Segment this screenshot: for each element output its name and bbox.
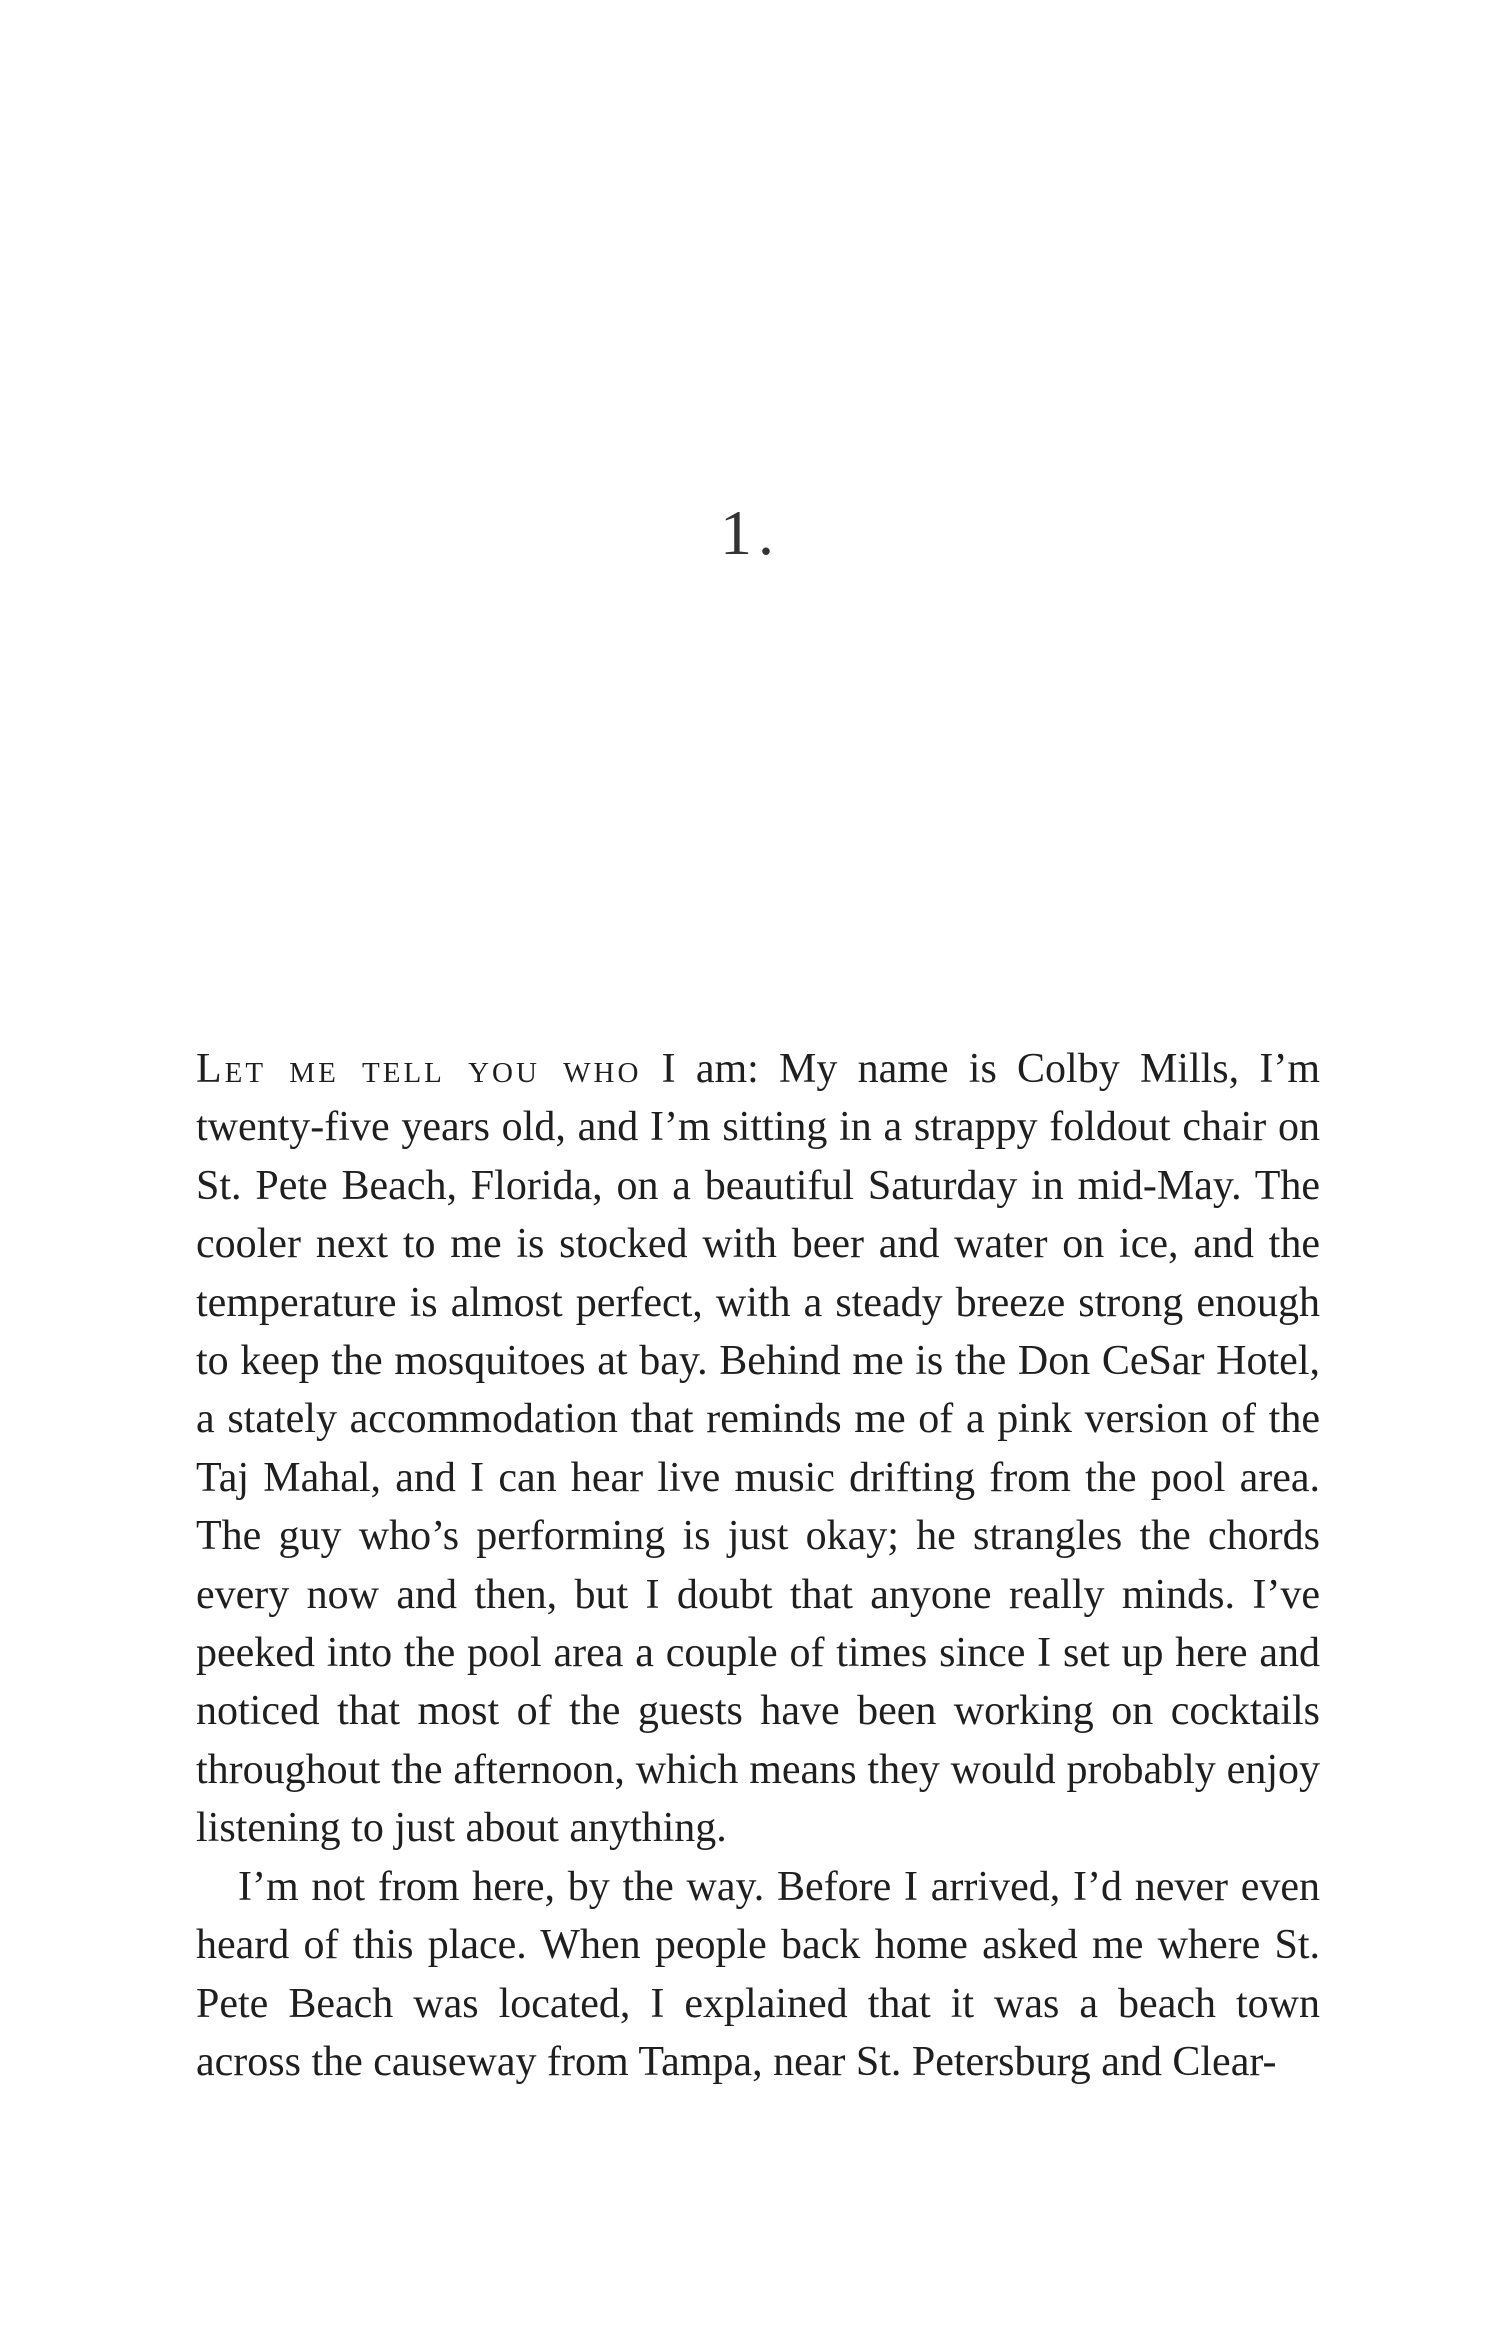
paragraph-text: I’m not from here, by the way. Before I arrived, I’d never even heard of this place. When people back home asked me where St. Pete Beach was located, I explained that it was a beach town across the causeway from Tampa, near St. Petersburg and Clear- [196, 1863, 1320, 2085]
body-text [196, 1040, 1320, 2091]
paragraph [196, 1858, 1320, 2092]
paragraph [196, 1040, 1320, 1858]
lead-in-small-caps: Let me tell you who [196, 1046, 642, 1092]
paragraph-text: I am: My name is Colby Mills, I’m twenty-five years old, and I’m sitting in a strappy foldout chair on St. Pete Beach, Florida, on a beautiful Saturday in mid-May. The cooler next to me is stocked with beer and water on ice, and the temperature is almost perfect, with a steady breeze strong enough to keep the mosquitoes at bay. Behind me is the Don CeSar Hotel, a stately accommodation that reminds me of a pink version of the Taj Mahal, and I can hear live music drifting from the pool area. The guy who’s performing is just okay; he strangles the chords every now and then, but I doubt that anyone really minds. I’ve peeked into the pool area a couple of times since I set up here and noticed that most of the guests have been working on cocktails throughout the afternoon, which means they would probably enjoy listening to just about anything. [196, 1046, 1320, 1852]
chapter-number: 1. [720, 497, 780, 568]
